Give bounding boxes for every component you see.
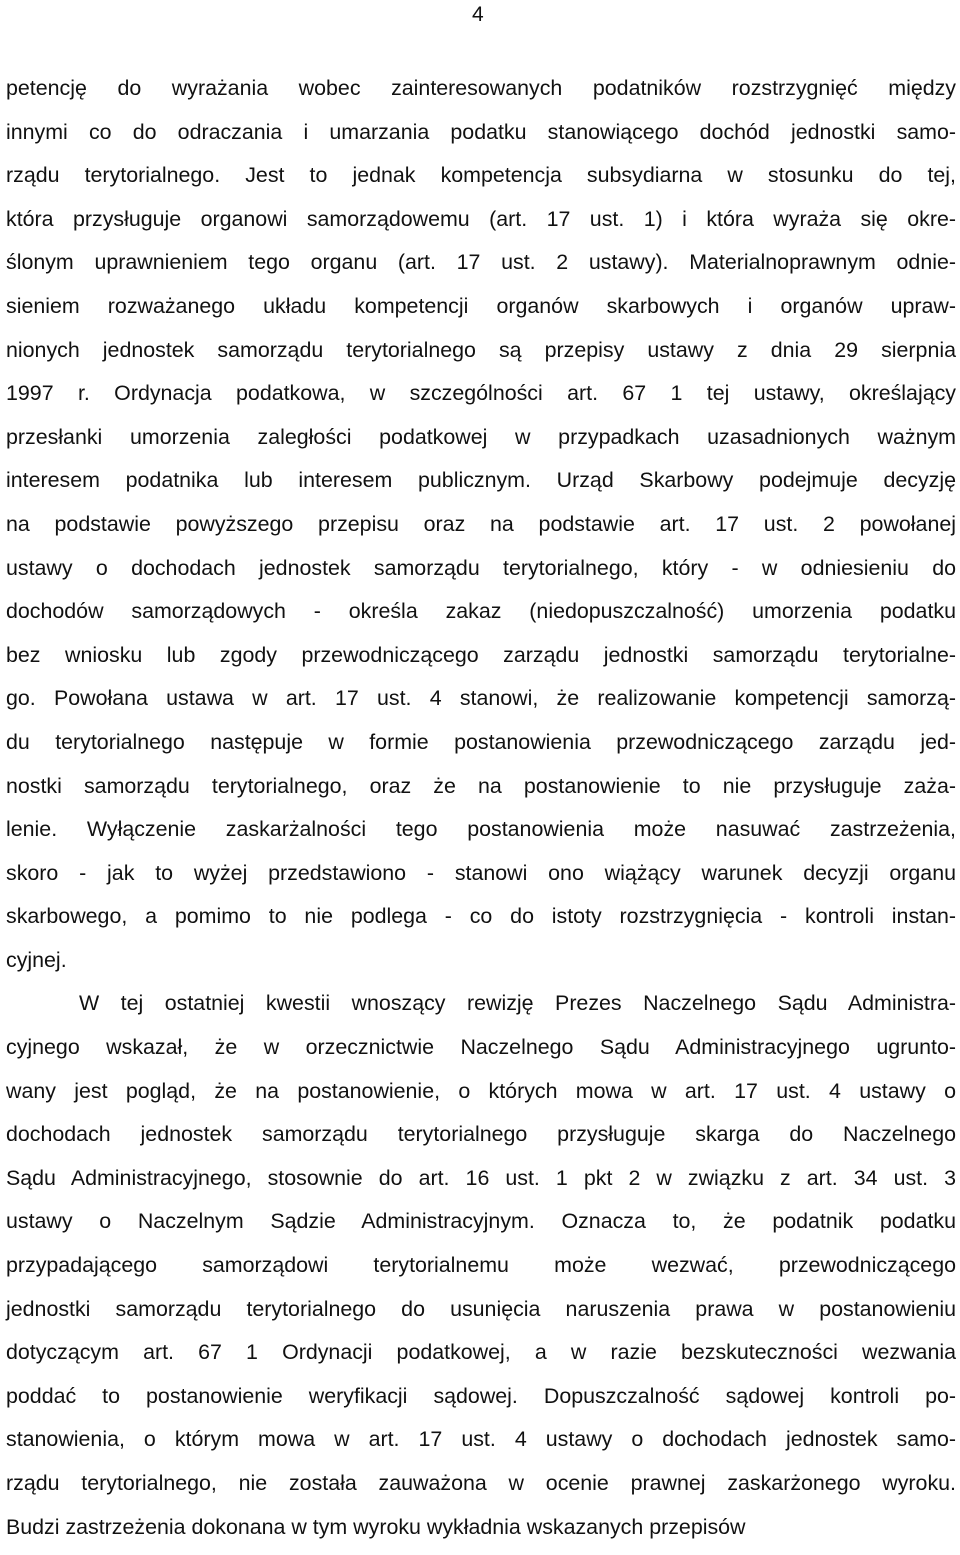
document-body <box>6 73 956 1555</box>
text-line: cyjnego wskazał, że w orzecznictwie Naczelnego Sądu Administracyjnego ugrunto- <box>6 1035 956 1060</box>
text-line: jednostki samorządu terytorialnego do usunięcia naruszenia prawa w postanowieniu <box>6 1296 956 1321</box>
text-line: du terytorialnego następuje w formie postanowienia przewodniczącego zarządu jed- <box>6 729 956 754</box>
text-line: bez wniosku lub zgody przewodniczącego zarządu jednostki samorządu terytorialne- <box>6 642 956 667</box>
text-line: dochodów samorządowych - określa zakaz (niedopuszczalność) umorzenia podatku <box>6 599 956 624</box>
text-line: Sądu Administracyjnego, stosownie do art. 16 ust. 1 pkt 2 w związku z art. 34 ust. 3 <box>6 1165 956 1190</box>
paragraph-first-line: W tej ostatniej kwestii wnoszący rewizję Prezes Naczelnego Sądu Administra- <box>79 991 956 1016</box>
text-line: Budzi zastrzeżenia dokonana w tym wyroku wykładnia wskazanych przepisów <box>6 1514 746 1539</box>
text-line: cyjnej. <box>6 947 67 972</box>
text-line: skarbowego, a pomimo to nie podlega - co do istoty rozstrzygnięcia - kontroli instan- <box>6 904 956 929</box>
text-line: wany jest pogląd, że na postanowienie, o których mowa w art. 17 ust. 4 ustawy o <box>6 1078 956 1103</box>
text-line: nostki samorządu terytorialnego, oraz że na postanowienie to nie przysługuje zaża- <box>6 773 956 798</box>
text-line: lenie. Wyłączenie zaskarżalności tego postanowienia może nasuwać zastrzeżenia, <box>6 817 956 842</box>
text-line: rządu terytorialnego. Jest to jednak kompetencja subsydiarna w stosunku do tej, <box>6 163 956 188</box>
text-line: 1997 r. Ordynacja podatkowa, w szczególności art. 67 1 tej ustawy, określający <box>6 381 956 406</box>
text-line: dotyczącym art. 67 1 Ordynacji podatkowej, a w razie bezskuteczności wezwania <box>6 1340 956 1365</box>
text-line: dochodach jednostek samorządu terytorialnego przysługuje skarga do Naczelnego <box>6 1122 956 1147</box>
text-line: skoro - jak to wyżej przedstawiono - stanowi ono wiążący warunek decyzji organu <box>6 860 956 885</box>
text-line: rządu terytorialnego, nie została zauważona w ocenie prawnej zaskarżonego wyroku. <box>6 1471 956 1495</box>
text-line: która przysługuje organowi samorządowemu (art. 17 ust. 1) i która wyraża się okre- <box>6 206 956 231</box>
text-line: petencję do wyrażania wobec zainteresowanych podatników rozstrzygnięć między <box>6 76 956 100</box>
text-line: sieniem rozważanego układu kompetencji organów skarbowych i organów upraw- <box>6 293 956 318</box>
text-line: stanowienia, o którym mowa w art. 17 ust. 4 ustawy o dochodach jednostek samo- <box>6 1427 956 1452</box>
text-line: ustawy o dochodach jednostek samorządu terytorialnego, który - w odniesieniu do <box>6 555 956 580</box>
text-line: ustawy o Naczelnym Sądzie Administracyjnym. Oznacza to, że podatnik podatku <box>6 1209 956 1234</box>
text-line: przypadającego samorządowi terytorialnemu może wezwać, przewodniczącego <box>6 1253 956 1278</box>
text-line: interesem podatnika lub interesem publicznym. Urząd Skarbowy podejmuje decyzję <box>6 468 956 493</box>
text-line: nionych jednostek samorządu terytorialnego są przepisy ustawy z dnia 29 sierpnia <box>6 337 956 362</box>
text-line: go. Powołana ustawa w art. 17 ust. 4 stanowi, że realizowanie kompetencji samorzą- <box>6 686 956 711</box>
text-line: innymi co do odraczania i umarzania podatku stanowiącego dochód jednostki samo- <box>6 119 956 144</box>
text-line: poddać to postanowienie weryfikacji sądowej. Dopuszczalność sądowej kontroli po- <box>6 1383 956 1408</box>
text-line: przesłanki umorzenia zaległości podatkowej w przypadkach uzasadnionych ważnym <box>6 424 956 449</box>
text-line: na podstawie powyższego przepisu oraz na podstawie art. 17 ust. 2 powołanej <box>6 511 956 536</box>
page-number: 4 <box>472 3 484 26</box>
text-line: ślonym uprawnieniem tego organu (art. 17 ust. 2 ustawy). Materialnoprawnym odnie- <box>6 250 956 275</box>
